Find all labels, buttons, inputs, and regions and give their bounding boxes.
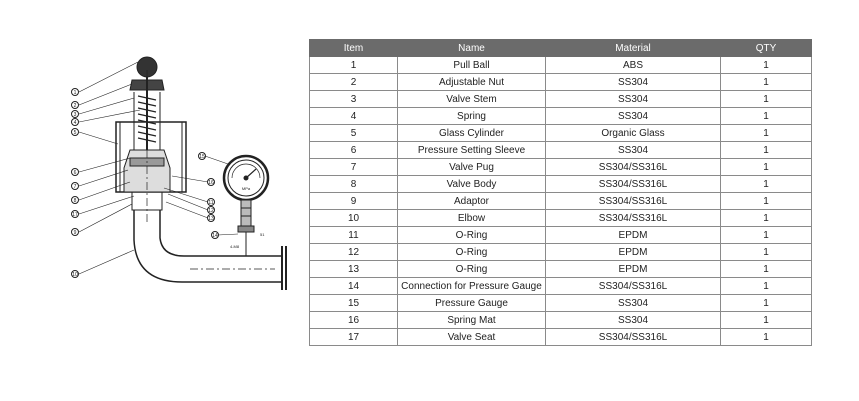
cell-material: EPDM [546,244,721,261]
cell-qty: 1 [721,176,812,193]
cell-material: EPDM [546,227,721,244]
cell-qty: 1 [721,57,812,74]
callout-10-label: 10 [72,272,78,278]
cell-qty: 1 [721,312,812,329]
cell-qty: 1 [721,261,812,278]
callout-11-label: 11 [208,200,214,206]
gauge-connection [241,200,251,226]
cell-material: SS304 [546,142,721,159]
cell-qty: 1 [721,227,812,244]
cell-item: 13 [310,261,398,278]
cell-material: SS304/SS316L [546,210,721,227]
parts-table [309,39,812,346]
gauge-unit-label: MPa [241,186,251,191]
table-row [310,261,812,278]
cell-name: O-Ring [398,227,546,244]
cell-name: Connection for Pressure Gauge [398,278,546,295]
cell-material: ABS [546,57,721,74]
cell-material: SS304 [546,74,721,91]
cell-name: Glass Cylinder [398,125,546,142]
table-row [310,176,812,193]
callout-17-label: 17 [72,212,78,218]
cell-material: SS304 [546,108,721,125]
table-row [310,312,812,329]
cell-name: Adjustable Nut [398,74,546,91]
cell-material: Organic Glass [546,125,721,142]
table-row [310,142,812,159]
callout-16-label: 16 [208,180,214,186]
table-row [310,108,812,125]
header-material: Material [546,40,721,57]
table-row [310,193,812,210]
cell-name: Adaptor [398,193,546,210]
cell-item: 14 [310,278,398,295]
cell-item: 16 [310,312,398,329]
callout-3-label: 3 [73,112,77,118]
cell-name: Valve Seat [398,329,546,346]
cell-qty: 1 [721,244,812,261]
fitting-label: 4-M8 [230,244,240,249]
table-row [310,244,812,261]
table-row [310,329,812,346]
cell-name: Pull Ball [398,57,546,74]
header-name: Name [398,40,546,57]
table-row [310,210,812,227]
table-row [310,159,812,176]
table-row [310,295,812,312]
cell-material: EPDM [546,261,721,278]
cell-name: Valve Body [398,176,546,193]
cell-item: 17 [310,329,398,346]
cell-material: SS304/SS316L [546,278,721,295]
cell-item: 8 [310,176,398,193]
cell-item: 12 [310,244,398,261]
table-row [310,278,812,295]
callout-12-label: 12 [208,208,214,214]
cell-item: 10 [310,210,398,227]
callout-1-label: 1 [73,90,77,96]
table-row [310,91,812,108]
cell-item: 5 [310,125,398,142]
callout-6-label: 6 [73,170,77,176]
cell-name: Elbow [398,210,546,227]
dimension-label: 51 [260,232,265,237]
callout-13-label: 13 [208,216,214,222]
cell-name: Pressure Setting Sleeve [398,142,546,159]
parts-table-body [310,57,812,346]
cell-name: O-Ring [398,261,546,278]
cell-material: SS304 [546,91,721,108]
cell-name: Spring Mat [398,312,546,329]
cell-item: 1 [310,57,398,74]
cell-name: Valve Pug [398,159,546,176]
cell-name: Valve Stem [398,91,546,108]
cell-material: SS304/SS316L [546,159,721,176]
cell-name: Spring [398,108,546,125]
header-qty: QTY [721,40,812,57]
cell-material: SS304/SS316L [546,176,721,193]
cell-material: SS304/SS316L [546,193,721,210]
cell-qty: 1 [721,278,812,295]
cell-item: 15 [310,295,398,312]
cell-name: O-Ring [398,244,546,261]
header-item: Item [310,40,398,57]
cell-qty: 1 [721,210,812,227]
callout-4-label: 4 [73,120,77,126]
callout-15-label: 15 [199,154,205,160]
valve-cross-section-drawing [60,50,300,310]
cell-qty: 1 [721,193,812,210]
table-row [310,227,812,244]
callout-2-label: 2 [73,103,77,109]
callout-9-label: 9 [73,230,77,236]
cell-qty: 1 [721,142,812,159]
cell-material: SS304/SS316L [546,329,721,346]
cell-name: Pressure Gauge [398,295,546,312]
cell-item: 11 [310,227,398,244]
cell-item: 4 [310,108,398,125]
callout-5-label: 5 [73,130,77,136]
table-header-row [310,40,812,57]
cell-qty: 1 [721,125,812,142]
cell-qty: 1 [721,74,812,91]
cell-item: 2 [310,74,398,91]
cell-item: 3 [310,91,398,108]
cell-qty: 1 [721,108,812,125]
cell-qty: 1 [721,295,812,312]
callout-7-label: 7 [73,184,77,190]
callout-14-label: 14 [212,233,218,239]
cell-qty: 1 [721,329,812,346]
table-row [310,125,812,142]
table-row [310,74,812,91]
cell-item: 6 [310,142,398,159]
cell-qty: 1 [721,91,812,108]
table-row [310,57,812,74]
cell-material: SS304 [546,312,721,329]
callout-8-label: 8 [73,198,77,204]
cell-item: 9 [310,193,398,210]
cell-material: SS304 [546,295,721,312]
cell-qty: 1 [721,159,812,176]
cell-item: 7 [310,159,398,176]
